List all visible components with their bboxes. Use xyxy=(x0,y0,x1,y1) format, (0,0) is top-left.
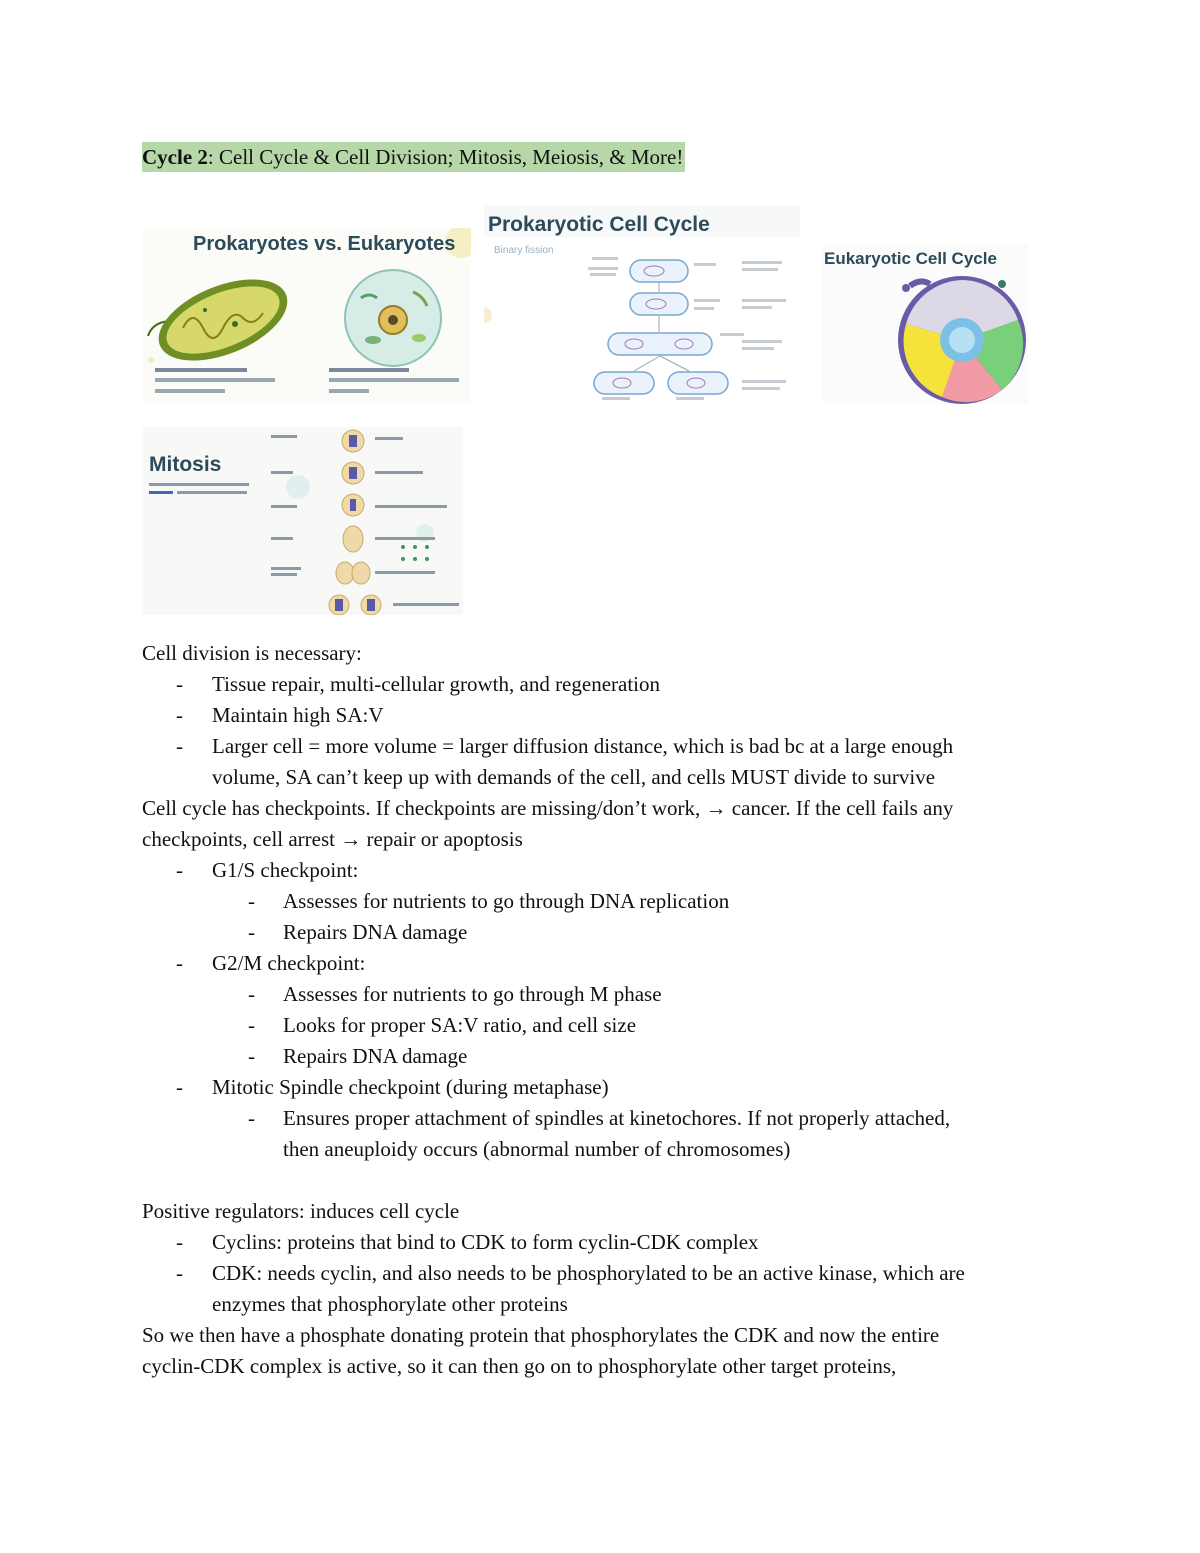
mitosis-title: Mitosis xyxy=(149,453,222,476)
euk-cycle-title: Eukaryotic Cell Cycle xyxy=(824,249,997,268)
list-item-continuation: volume, SA can’t keep up with demands of the cell, and cells MUST divide to survive xyxy=(212,765,936,789)
prok-cycle-subtitle: Binary fission xyxy=(494,245,554,256)
list-item: - Tissue repair, multi-cellular growth, and regeneration xyxy=(176,672,661,696)
paragraph-checkpoints-continuation: checkpoints, cell arrest → repair or apoptosis xyxy=(142,827,523,851)
paragraph-positive-regulators: Positive regulators: induces cell cycle xyxy=(142,1199,460,1223)
sub-list-item: - Ensures proper attachment of spindles at kinetochores. If not properly attached, xyxy=(248,1106,951,1130)
sub-list-item: - Repairs DNA damage xyxy=(248,1044,468,1068)
mitosis-image xyxy=(143,427,463,615)
paragraph-cell-division: Cell division is necessary: xyxy=(142,641,362,665)
notes-body xyxy=(142,638,1072,1382)
list-item: - Mitotic Spindle checkpoint (during metaphase) xyxy=(176,1075,609,1099)
paragraph-phosphate: So we then have a phosphate donating protein that phosphorylates the CDK and now the entire xyxy=(142,1323,940,1347)
prokaryotic-cell-cycle-image xyxy=(484,205,800,403)
prok-euk-title: Prokaryotes vs. Eukaryotes xyxy=(193,233,456,255)
title-text: : Cell Cycle & Cell Division; Mitosis, Meiosis, & More! xyxy=(207,145,684,169)
paragraph-checkpoints: Cell cycle has checkpoints. If checkpoints are missing/don’t work, → cancer. If the cell fails any xyxy=(142,796,954,820)
list-item-continuation: enzymes that phosphorylate other proteins xyxy=(212,1292,568,1316)
sub-list-item: - Looks for proper SA:V ratio, and cell size xyxy=(248,1013,637,1037)
sub-list-item-continuation: then aneuploidy occurs (abnormal number of chromosomes) xyxy=(283,1137,791,1161)
list-item: - Cyclins: proteins that bind to CDK to form cyclin-CDK complex xyxy=(176,1230,759,1254)
blank-line xyxy=(142,1165,1072,1196)
cycle-label: Cycle 2 xyxy=(142,145,208,169)
list-item: - G1/S checkpoint: xyxy=(176,858,359,882)
list-item: - CDK: needs cyclin, and also needs to be phosphorylated to be an active kinase, which are xyxy=(176,1261,965,1285)
sub-list-item: - Repairs DNA damage xyxy=(248,920,468,944)
sub-list-item: - Assesses for nutrients to go through M phase xyxy=(248,982,662,1006)
eukaryotic-cell-cycle-image xyxy=(822,244,1028,404)
list-item: - G2/M checkpoint: xyxy=(176,951,366,975)
list-item: - Maintain high SA:V xyxy=(176,703,384,727)
paragraph-phosphate-continuation: cyclin-CDK complex is active, so it can then go on to phosphorylate other target proteins, xyxy=(142,1354,897,1378)
prok-cycle-title: Prokaryotic Cell Cycle xyxy=(488,213,710,236)
prokaryotes-vs-eukaryotes-image xyxy=(143,228,471,404)
sub-list-item: - Assesses for nutrients to go through DNA replication xyxy=(248,889,730,913)
list-item: - Larger cell = more volume = larger diffusion distance, which is bad bc at a large enough xyxy=(176,734,954,758)
page-title xyxy=(142,142,685,172)
